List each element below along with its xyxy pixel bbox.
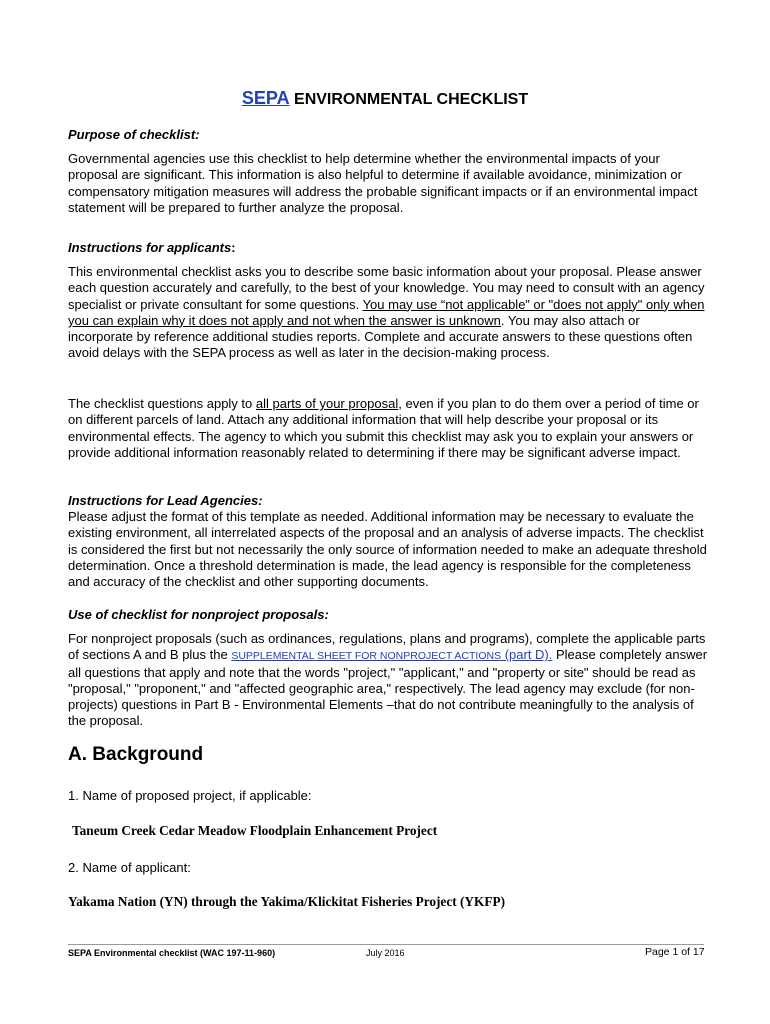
lead-agencies-body: Please adjust the format of this template as needed. Additional information may be necessary to evaluate the existing environment, all interrelated aspects of the proposal and an analysis of adverse impacts. The checklist is considered the first but not necessarily the only source of information needed to make an adequate threshold determination. Once a threshold determination is made, the lead agency is responsible for the completeness and accuracy of the checklist and other supporting documents.: [68, 509, 707, 590]
title-text: ENVIRONMENTAL CHECKLIST: [294, 91, 529, 108]
applicants-p1-text-end: . You may also attach or incorporate by reference additional studies reports. Complete and accurate answers to these questions often avoid delays with the SEPA process as well as later in the decision-making process.: [68, 312, 693, 361]
lead-agencies-heading: [68, 493, 708, 509]
nonproject-heading: [68, 607, 708, 623]
question-2: 2. Name of applicant:: [68, 860, 191, 875]
nonproject-text: For nonproject proposals (such as ordinances, regulations, plans and programs), complete the applicable parts of sections A and B plus the: [68, 631, 706, 663]
applicants-heading: [68, 240, 708, 256]
answer-1: Taneum Creek Cedar Meadow Floodplain Enhancement Project: [72, 823, 438, 838]
applicants-heading-colon: :: [231, 240, 236, 255]
question-1: 1. Name of proposed project, if applicable:: [68, 788, 312, 803]
applicants-heading-text: Instructions for applicants: [68, 240, 232, 255]
footer-date: July 2016: [366, 948, 405, 958]
nonproject-body: [68, 631, 708, 730]
footer-divider: [68, 944, 704, 945]
part-d-link[interactable]: (part D).: [501, 647, 553, 663]
lead-heading-text: Instructions for Lead Agencies:: [68, 493, 263, 508]
applicants-p1-text: This environmental checklist asks you to describe some basic information about your proposal. Please answer each question accurately and carefully, to the best of your knowledge. You may need to consult with an agency specialist or private consultant for some questions.: [68, 264, 705, 312]
applicants-p2-text: The checklist questions apply to: [68, 396, 256, 411]
footer-form-name: SEPA Environmental checklist (WAC 197-11-960): [68, 948, 276, 958]
applicants-p2-text-end: , even if you plan to do them over a period of time or on different parcels of land. Attach any additional information that will help describe your proposal or its environmental effects. The agency to which you submit this checklist may ask you to explain your answers or provide additional information reasonably related to determining if there may be significant adverse impact.: [68, 396, 699, 460]
applicants-paragraph-1: [68, 264, 708, 362]
page-title: [0, 88, 770, 109]
nonproject-heading-text: Use of checklist for nonproject proposals:: [68, 607, 329, 622]
applicants-paragraph-2: [68, 396, 708, 461]
answer-2: Yakama Nation (YN) through the Yakima/Klickitat Fisheries Project (YKFP): [68, 894, 506, 909]
purpose-heading: [68, 127, 708, 143]
purpose-heading-text: Purpose of checklist:: [68, 127, 200, 142]
applicants-p2-underlined: all parts of your proposal: [255, 396, 399, 411]
sepa-link[interactable]: SEPA: [241, 88, 290, 108]
supplemental-sheet-link[interactable]: SUPPLEMENTAL SHEET FOR NONPROJECT ACTIONS: [231, 650, 502, 663]
purpose-body: Governmental agencies use this checklist to help determine whether the environmental impacts of your proposal are significant. This information is also helpful to determine if available avoidance, minimization or compensatory mitigation measures will address the probable significant impacts or if an environmental impact statement will be prepared to further analyze the proposal.: [68, 151, 698, 215]
applicants-p1-underlined: You may use “not applicable” or "does not apply" only when you can explain why it does not apply and not when the answer is unknown: [68, 296, 705, 328]
section-a-heading: A. Background: [68, 744, 204, 765]
nonproject-text-end: Please completely answer all questions that apply and note that the words "project," "applicant," and "property or site" should be read as "proposal," "proponent," and "affected geographic area," respectively. The lead agency may exclude (for non-projects) questions in Part B - Environmental Elements –that do not contribute meaningfully to the analysis of the proposal.: [68, 647, 708, 729]
footer-page-number: Page 1 of 17: [645, 946, 705, 958]
